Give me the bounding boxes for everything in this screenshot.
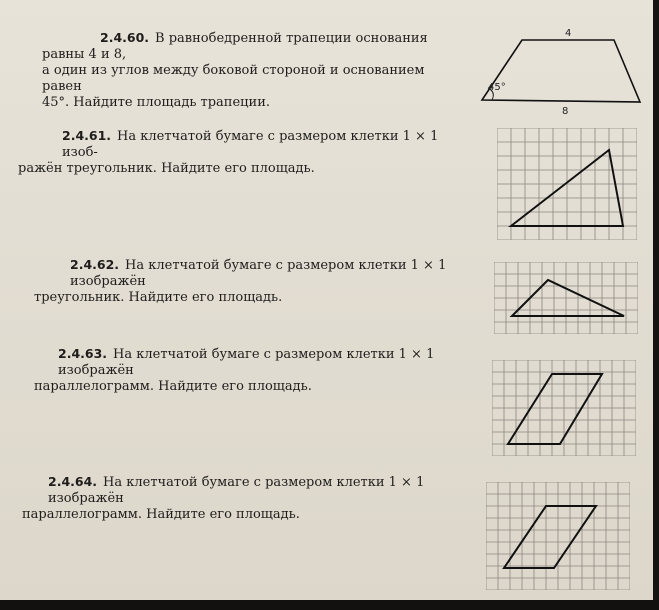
problem-line: 2.4.60. В равнобедренной трапеции основания равны 4 и 8,: [42, 30, 428, 62]
problem-line: параллелограмм. Найдите его площадь.: [34, 379, 312, 394]
grid-figure-triangle-1: [497, 128, 637, 240]
problem-number: 2.4.63.: [58, 346, 108, 361]
trapezoid-figure: [470, 22, 650, 122]
problem-2-4-62: [34, 257, 484, 306]
problem-line: 2.4.63. На клетчатой бумаге с размером клетки 1 × 1 изображён: [58, 346, 435, 378]
problem-number: 2.4.64.: [48, 474, 98, 489]
problem-line: 2.4.61. На клетчатой бумаге с размером клетки 1 × 1 изоб-: [62, 128, 439, 160]
grid-figure-triangle-2: [494, 262, 638, 334]
bottom-base-label: 8: [562, 106, 569, 117]
problem-line: 2.4.64. На клетчатой бумаге с размером клетки 1 × 1 изображён: [48, 474, 425, 506]
grid-lines: [494, 262, 638, 334]
grid-figure-parallelogram-1: [492, 360, 636, 456]
problem-number: 2.4.60.: [100, 30, 150, 45]
problem-2-4-64: [22, 474, 482, 523]
page-edge-shadow: [0, 600, 659, 610]
grid-figure-parallelogram-2: [486, 482, 630, 590]
problem-2-4-60: [42, 30, 462, 111]
problem-line: параллелограмм. Найдите его площадь.: [22, 507, 300, 522]
problem-number: 2.4.61.: [62, 128, 112, 143]
problem-line: треугольник. Найдите его площадь.: [34, 290, 283, 305]
problem-2-4-63: [34, 346, 484, 395]
problem-line: а один из углов между боковой стороной и основанием равен: [42, 63, 425, 94]
problem-number: 2.4.62.: [70, 257, 120, 272]
problem-line: ражён треугольник. Найдите его площадь.: [18, 161, 315, 176]
angle-label: 45°: [488, 82, 506, 93]
problem-2-4-61: [18, 128, 468, 177]
problem-line: 45°. Найдите площадь трапеции.: [42, 95, 270, 110]
grid-lines: [486, 482, 630, 590]
top-base-label: 4: [565, 28, 572, 39]
problem-line: 2.4.62. На клетчатой бумаге с размером клетки 1 × 1 изображён: [70, 257, 447, 289]
